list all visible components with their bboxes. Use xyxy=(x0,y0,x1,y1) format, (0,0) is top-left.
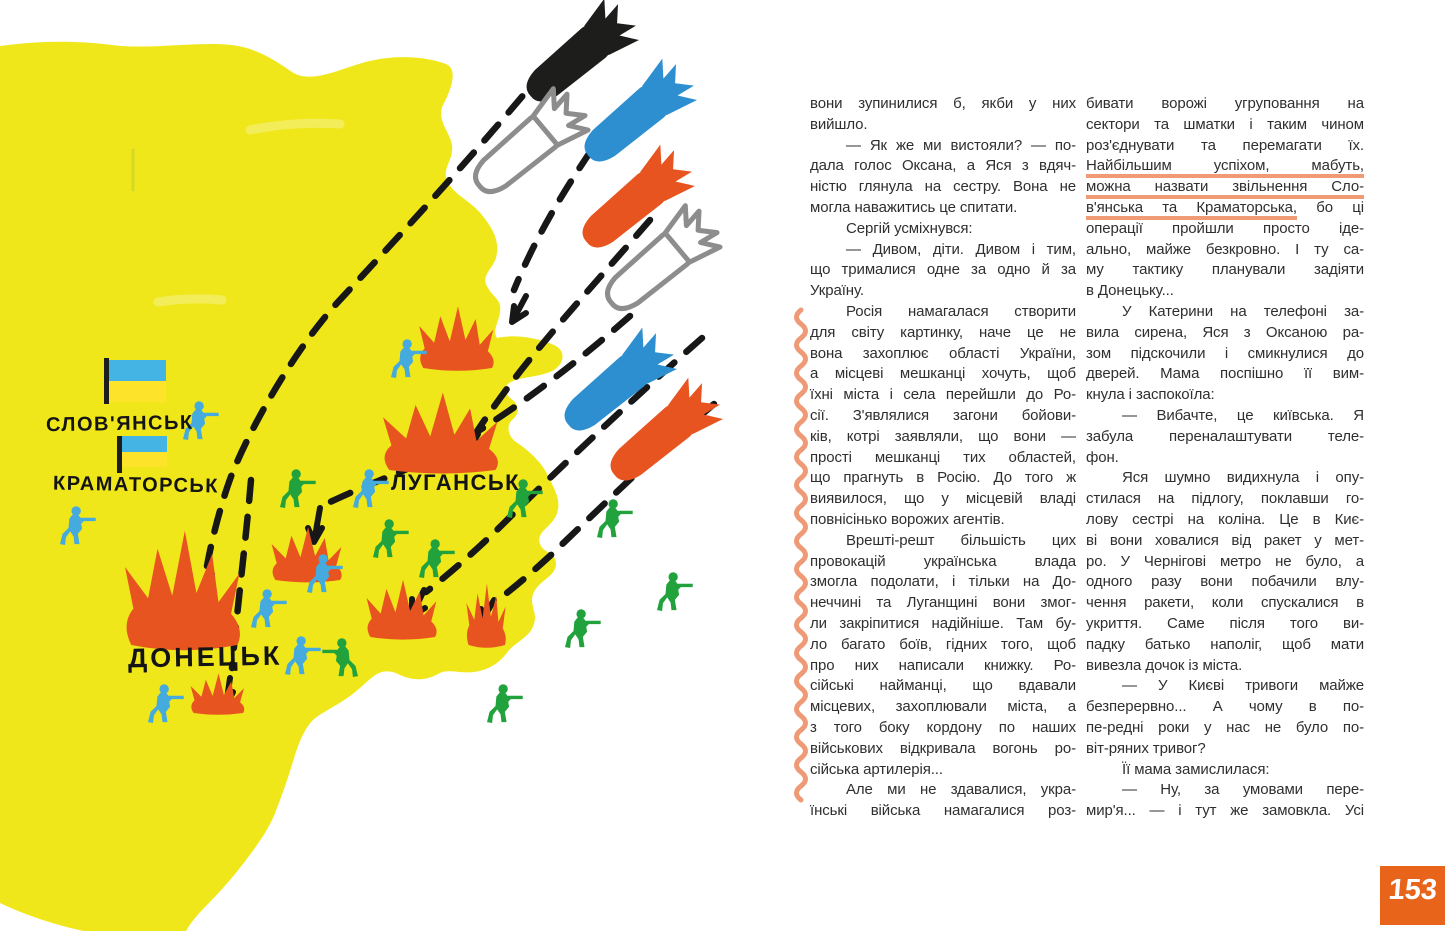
text-line: їнські війська намагалися роз- xyxy=(810,802,1076,820)
text-line: роз'єднувати та перемагати їх. xyxy=(1086,136,1364,154)
text-column-left xyxy=(810,94,1076,822)
text-line: ально, майже безкровно. І ту са- xyxy=(1086,240,1364,258)
text-line: вийшло. xyxy=(810,115,868,133)
text-line: безперервно... А чому в по- xyxy=(1086,698,1364,716)
text-line: кнула і заспокоїла: xyxy=(1086,386,1215,404)
text-line: про них написали книжку. Ро- xyxy=(810,656,1076,674)
text-line: з того боку кордону по наших xyxy=(810,718,1076,736)
text-line: одного разу вони побачили влу- xyxy=(1086,573,1364,591)
paragraph xyxy=(810,780,1076,822)
text-line: У Катерини на телефоні за- xyxy=(1122,302,1364,320)
city-label-slovyansk: СЛОВ'ЯНСЬК xyxy=(45,411,194,437)
text-column-right xyxy=(1086,94,1364,822)
paragraph xyxy=(1086,760,1364,781)
margin-squiggle-line xyxy=(797,310,806,800)
text-line: вила сирена, Яся з Оксаною ра- xyxy=(1086,323,1364,341)
text-line: дверей. Мама поспішно її вим- xyxy=(1086,365,1364,383)
text-line: стилася на підлогу, поклавши го- xyxy=(1086,490,1364,508)
text-line: Її мама замислилася: xyxy=(1122,760,1270,778)
text-line: для світу картинку, наче це не xyxy=(810,323,1076,341)
text-line: ли закріпитися надійніше. Там бу- xyxy=(810,614,1076,632)
bomb-white-outline-icon xyxy=(462,84,593,206)
text-line: — Вибачте, це київська. Я xyxy=(1122,406,1364,424)
text-line: пе-редні роки у нас не було по- xyxy=(1086,718,1364,736)
text-line: — У Києві тривоги майже xyxy=(1122,677,1364,695)
text-line: ністю глянула на сестру. Вона не xyxy=(810,178,1076,196)
text-line: му тактику планували задіяти xyxy=(1086,261,1364,279)
text-line: провокацій українська влада xyxy=(810,552,1076,570)
text-line: дала голос Оксана, а Яся з вдяч- xyxy=(810,157,1076,175)
paragraph xyxy=(810,302,1076,531)
paragraph xyxy=(810,94,1076,136)
text-line: їхні міста і села перейшли до Ро- xyxy=(810,386,1076,404)
text-line: Росія намагалася створити xyxy=(846,302,1076,320)
text-line: фон. xyxy=(1086,448,1119,466)
paragraph xyxy=(1086,780,1364,822)
bomb-black-icon xyxy=(513,0,644,117)
text-line: бивати ворожі угруповання на xyxy=(1086,95,1364,112)
text-line: вона захоплює області України, xyxy=(810,344,1076,362)
text-line: військових відкривала вогонь ро- xyxy=(810,739,1076,757)
text-line: в'янська та Краматорська, бо ці xyxy=(1086,198,1364,219)
text-line: лову сестрі на коліна. Це в Киє- xyxy=(1086,510,1364,528)
text-line: сійські найманці, що вдавали xyxy=(810,677,1076,695)
text-line: виявилося, що у місцевій владі xyxy=(810,490,1076,508)
paragraph xyxy=(810,219,1076,240)
toy-soldier-green-icon xyxy=(657,572,693,611)
paragraph xyxy=(810,531,1076,781)
text-line: що прагнуть в Росію. До того ж xyxy=(810,469,1076,487)
text-line: — Як же ми вистояли? — по- xyxy=(846,136,1076,154)
text-line: вони зупинилися б, якби у них xyxy=(810,95,1076,112)
page-number-badge xyxy=(1380,866,1445,925)
paragraph xyxy=(1086,676,1364,759)
text-line: в Донецьку... xyxy=(1086,282,1174,300)
paragraph xyxy=(810,136,1076,219)
text-line: місцевих, захоплювали міста, а xyxy=(810,698,1076,716)
underlined-text: в'янська та Краматорська, xyxy=(1086,199,1297,220)
text-line: Україну. xyxy=(810,282,864,300)
text-line: мир'я... — і тут же замовкла. Усі xyxy=(1086,802,1364,820)
impact-arrow-icon xyxy=(512,296,526,322)
text-line: забула переналаштувати теле- xyxy=(1086,427,1364,445)
city-label-kramatorsk: КРАМАТОРСЬК xyxy=(52,472,220,498)
text-line: Але ми не здавалися, укра- xyxy=(846,781,1076,799)
text-line: чення ракети, коли спускалися в xyxy=(1086,594,1364,612)
paragraph xyxy=(1086,94,1364,302)
text-line: а місцеві мешканці хочуть, щоб xyxy=(810,365,1076,383)
text-line: сії. З'являлися загони бойови- xyxy=(810,406,1076,424)
text-line: зом підскочили і смикнулися до xyxy=(1086,344,1364,362)
text-line: падку батько наполіг, щоб мати xyxy=(1086,635,1364,653)
text-line xyxy=(1086,156,1364,177)
text-line: що трималися одне за одно й за xyxy=(810,261,1076,279)
paragraph xyxy=(1086,406,1364,468)
text-line: Врешті-решт більшість цих xyxy=(846,531,1076,549)
underlined-text: можна назвати звільнення Сло- xyxy=(1086,178,1364,199)
toy-soldier-green-icon xyxy=(487,684,523,723)
paragraph xyxy=(1086,468,1364,676)
text-line: операції пройшли просто іде- xyxy=(1086,219,1364,237)
text-line: Сергій усміхнувся: xyxy=(846,219,973,237)
text-line: ро. У Чернігові метро не було, а xyxy=(1086,552,1364,570)
text-line: — Ну, за умовами пере- xyxy=(1122,781,1364,799)
paint-scuff-mark xyxy=(158,299,222,302)
text-line: укриття. Саме після того ви- xyxy=(1086,614,1364,632)
underlined-text: Найбільшим успіхом, мабуть, xyxy=(1086,157,1364,178)
text-line: — Дивом, діти. Дивом і тим, xyxy=(846,240,1076,258)
text-line: сектори та шматки і таким чином xyxy=(1086,115,1364,133)
paragraph xyxy=(1086,302,1364,406)
city-label-luhansk: ЛУГАНСЬК xyxy=(391,470,521,495)
text-line: ло багато боїв, гідних того, щоб xyxy=(810,635,1076,653)
paragraph xyxy=(810,240,1076,302)
text-line: прості мешканці тих областей, xyxy=(810,448,1076,466)
text-line: віт-ряних тривог? xyxy=(1086,739,1206,757)
text-line: сійська артилерія... xyxy=(810,760,943,778)
toy-soldier-green-icon xyxy=(565,609,601,648)
text-line xyxy=(1086,177,1364,198)
text-line: ків, котрі заявляли, що вони — xyxy=(810,427,1076,445)
ukraine-flag-icon xyxy=(104,358,166,404)
text-line: вивезла дочок із міста. xyxy=(1086,656,1243,674)
text-line: могла наважитись це спитати. xyxy=(810,198,1018,216)
text-line: змогла подолати, і тільки на До- xyxy=(810,573,1076,591)
bomb-blue-icon xyxy=(571,54,702,176)
text-line: Яся шумно видихнула і опу- xyxy=(1122,469,1364,487)
text-line: ві вони ховалися від ракет у мет- xyxy=(1086,531,1364,549)
city-label-donetsk: ДОНЕЦЬК xyxy=(127,640,283,674)
text-line: неччині та Луганщині вони змог- xyxy=(810,594,1076,612)
text-line: повнісінько ворожих агентів. xyxy=(810,510,1005,528)
page-number: 153 xyxy=(1387,874,1439,906)
